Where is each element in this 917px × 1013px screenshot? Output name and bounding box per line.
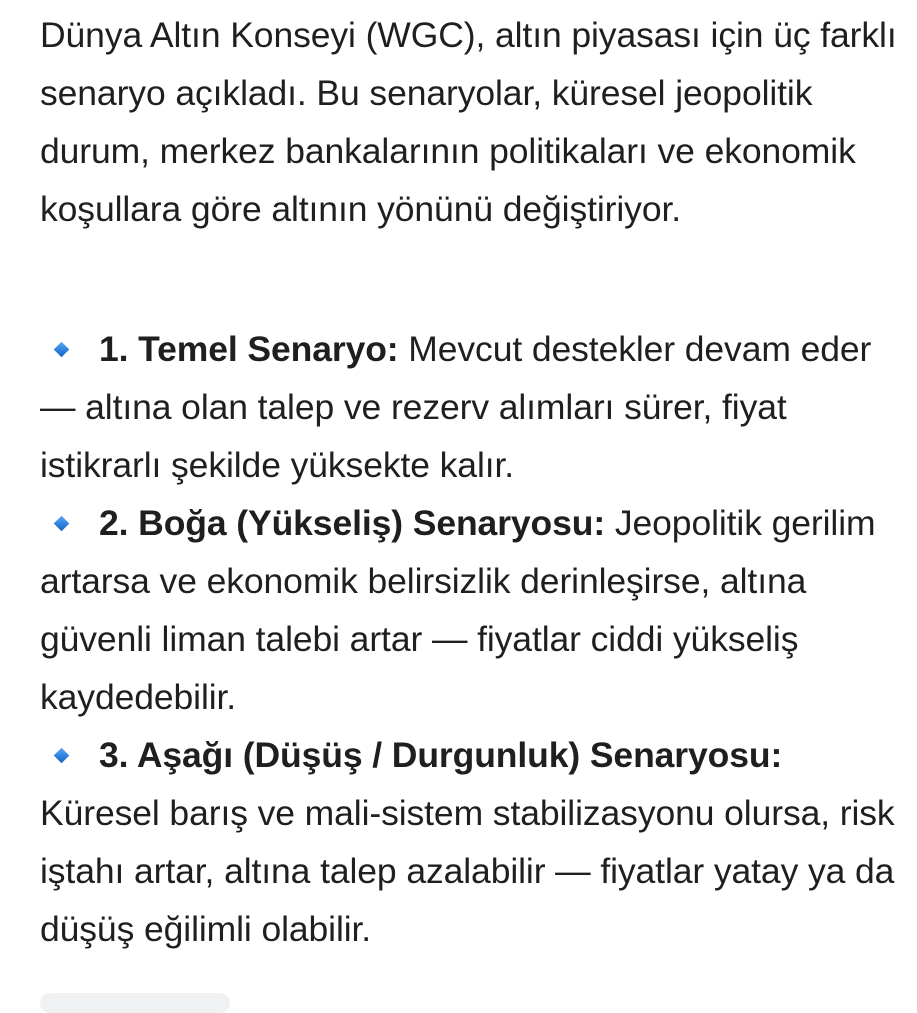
intro-paragraph: Dünya Altın Konseyi (WGC), altın piyasası için üç farklı senaryo açıkladı. Bu senaryolar, küresel jeopolitik durum, merkez bankalarının politikaları ve ekonomik koşullara göre altının yönünü değiştiriyor. [40, 15, 897, 229]
message-content [40, 0, 900, 958]
scenario-text: Jeopolitik gerilim artarsa ve ekonomik belirsizlik derinleşirse, altına güvenli liman talebi artar — fiyatlar ciddi yükseliş kaydedebilir. [40, 503, 876, 717]
scenario-title: 3. Aşağı (Düşüş / Durgunluk) Senaryosu: [99, 735, 783, 775]
blue-diamond-icon [54, 748, 70, 764]
paragraph-spacer [40, 238, 900, 320]
action-chip[interactable] [40, 993, 230, 1013]
blue-diamond-icon [54, 342, 70, 358]
scenario-item-1 [40, 320, 900, 494]
scenario-item-3 [40, 726, 900, 958]
scenario-title: 1. Temel Senaryo: [99, 329, 399, 369]
blue-diamond-icon [54, 516, 70, 532]
scenario-title: 2. Boğa (Yükseliş) Senaryosu: [99, 503, 606, 543]
scenario-item-2 [40, 494, 900, 726]
scenario-text: Mevcut destekler devam eder — altına olan talep ve rezerv alımları sürer, fiyat istikrarlı şekilde yüksekte kalır. [40, 329, 872, 485]
scenario-text: Küresel barış ve mali-sistem stabilizasyonu olursa, risk iştahı artar, altına talep azalabilir — fiyatlar yatay ya da düşüş eğilimli olabilir. [40, 793, 895, 949]
